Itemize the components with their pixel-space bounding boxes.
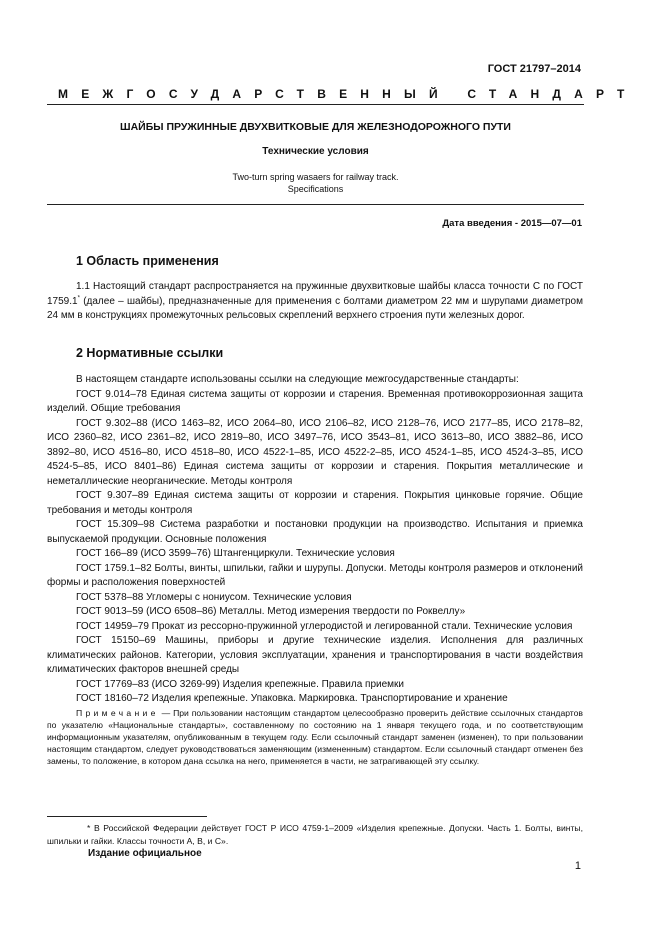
introduction-date: Дата введения - 2015—07—01 [442, 218, 582, 229]
reference-item: ГОСТ 15150–69 Машины, приборы и другие технические изделия. Исполнения для различных климатических районов. Категории, условия эксплуатации, хранения и транспортирования в части воздействия климатических факторов внешней среды [47, 635, 583, 675]
section-heading-references: 2 Нормативные ссылки [76, 346, 224, 360]
note-label: Примечание [76, 707, 159, 718]
footnote-marker: * [77, 295, 80, 302]
reference-item: ГОСТ 9013–59 (ИСО 6508–86) Металлы. Метод измерения твердости по Роквеллу» [76, 606, 466, 617]
document-number: ГОСТ 21797–2014 [487, 63, 581, 75]
english-title [47, 171, 584, 195]
reference-item: ГОСТ 1759.1–82 Болты, винты, шпильки, гайки и шурупы. Допуски. Методы контроля размеров и отклонений формы и расположения поверхностей [47, 562, 583, 588]
scope-text-end: (далее – шайбы), предназначенные для применения с болтами диаметром 22 мм и шурупами диаметром 24 мм в конструкциях промежуточных рельсовых скреплений верхнего строения пути железных дорог. [47, 295, 583, 321]
note-text: — При пользовании настоящим стандартом целесообразно проверить действие ссылочных стандартов по указателю «Национальные стандарты», составленному по состоянию на 1 января текущего года, и по соответствующим информационным указателям, опубликованным в текущем году. Если ссылочный стандарт заменен (изменен), то при пользовании настоящим стандартом, следует руководствоваться заменяющим (измененным) стандартом. Если ссылочный стандарт отменен без замены, то положение, в котором дана ссылка на него, применяется в части, не затрагивающей эту ссылку. [47, 707, 583, 766]
document-subtitle: Технические условия [262, 146, 369, 157]
references-list [47, 373, 583, 767]
title-divider [47, 204, 584, 205]
footnote [47, 822, 583, 847]
section-heading-scope: 1 Область применения [76, 254, 219, 268]
reference-item: ГОСТ 18160–72 Изделия крепежные. Упаковка. Маркировка. Транспортирование и хранение [76, 693, 508, 704]
reference-item: ГОСТ 9.302–88 (ИСО 1463–82, ИСО 2064–80, ИСО 2106–82, ИСО 2128–76, ИСО 2177–85, ИСО 2178–82, ИСО 2360–82, ИСО 2361–82, ИСО 2819–80, ИСО 3497–76, ИСО 3543–81, ИСО 3613–80, ИСО 3882–86, ИСО 3892–80, ИСО 4516–80, ИСО 4518–80, ИСО 4522-1–85, ИСО 4522-2–85, ИСО 4524-1–85, ИСО 4524-3–85, ИСО 4524-5–85, ИСО 8401–86) Единая система защиты от коррозии и старения. Покрытия металлические и неметаллические неорганические. Методы контроля [47, 417, 583, 487]
english-title-line2: Specifications [287, 184, 344, 194]
references-note [47, 707, 583, 767]
reference-item: ГОСТ 14959–79 Прокат из рессорно-пружинной углеродистой и легированной стали. Технические условия [76, 620, 573, 632]
scope-text-start: 1.1 Настоящий стандарт распространяется на пружинные двухвитковые шайбы класса точности С по ГОСТ 1759.1 [47, 281, 583, 307]
reference-item: ГОСТ 166–89 (ИСО 3599–76) Штангенциркули. Технические условия [76, 548, 395, 559]
footnote-text: * В Российской Федерации действует ГОСТ Р ИСО 4759-1–2009 «Изделия крепежные. Допуски. Часть 1. Болты, винты, шпильки и гайки. Классы точности А, В, и С». [47, 823, 583, 846]
reference-item: ГОСТ 15.309–98 Система разработки и постановки продукции на производство. Испытания и приемка выпускаемой продукции. Основные положения [47, 519, 583, 545]
references-intro: В настоящем стандарте использованы ссылки на следующие межгосударственные стандарты: [76, 374, 519, 385]
reference-item: ГОСТ 17769–83 (ИСО 3269-99) Изделия крепежные. Правила приемки [76, 678, 405, 690]
english-title-line1: Two-turn spring wasaers for railway track. [232, 172, 399, 182]
scope-paragraph [47, 280, 583, 324]
header-divider [47, 104, 584, 105]
reference-item: ГОСТ 5378–88 Угломеры с нониусом. Технические условия [76, 591, 352, 603]
standard-banner: МЕЖГОСУДАРСТВЕННЫЙ СТАНДАРТ [58, 87, 638, 101]
page-number: 1 [574, 860, 581, 872]
official-edition-label: Издание официальное [88, 848, 202, 859]
footnote-divider [47, 816, 207, 817]
document-title: ШАЙБЫ ПРУЖИННЫЕ ДВУХВИТКОВЫЕ ДЛЯ ЖЕЛЕЗНОДОРОЖНОГО ПУТИ [120, 121, 511, 133]
reference-item: ГОСТ 9.014–78 Единая система защиты от коррозии и старения. Временная противокоррозионная защита изделий. Общие требования [47, 388, 583, 414]
reference-item: ГОСТ 9.307–89 Единая система защиты от коррозии и старения. Покрытия цинковые горячие. Общие требования и методы контроля [47, 490, 583, 516]
